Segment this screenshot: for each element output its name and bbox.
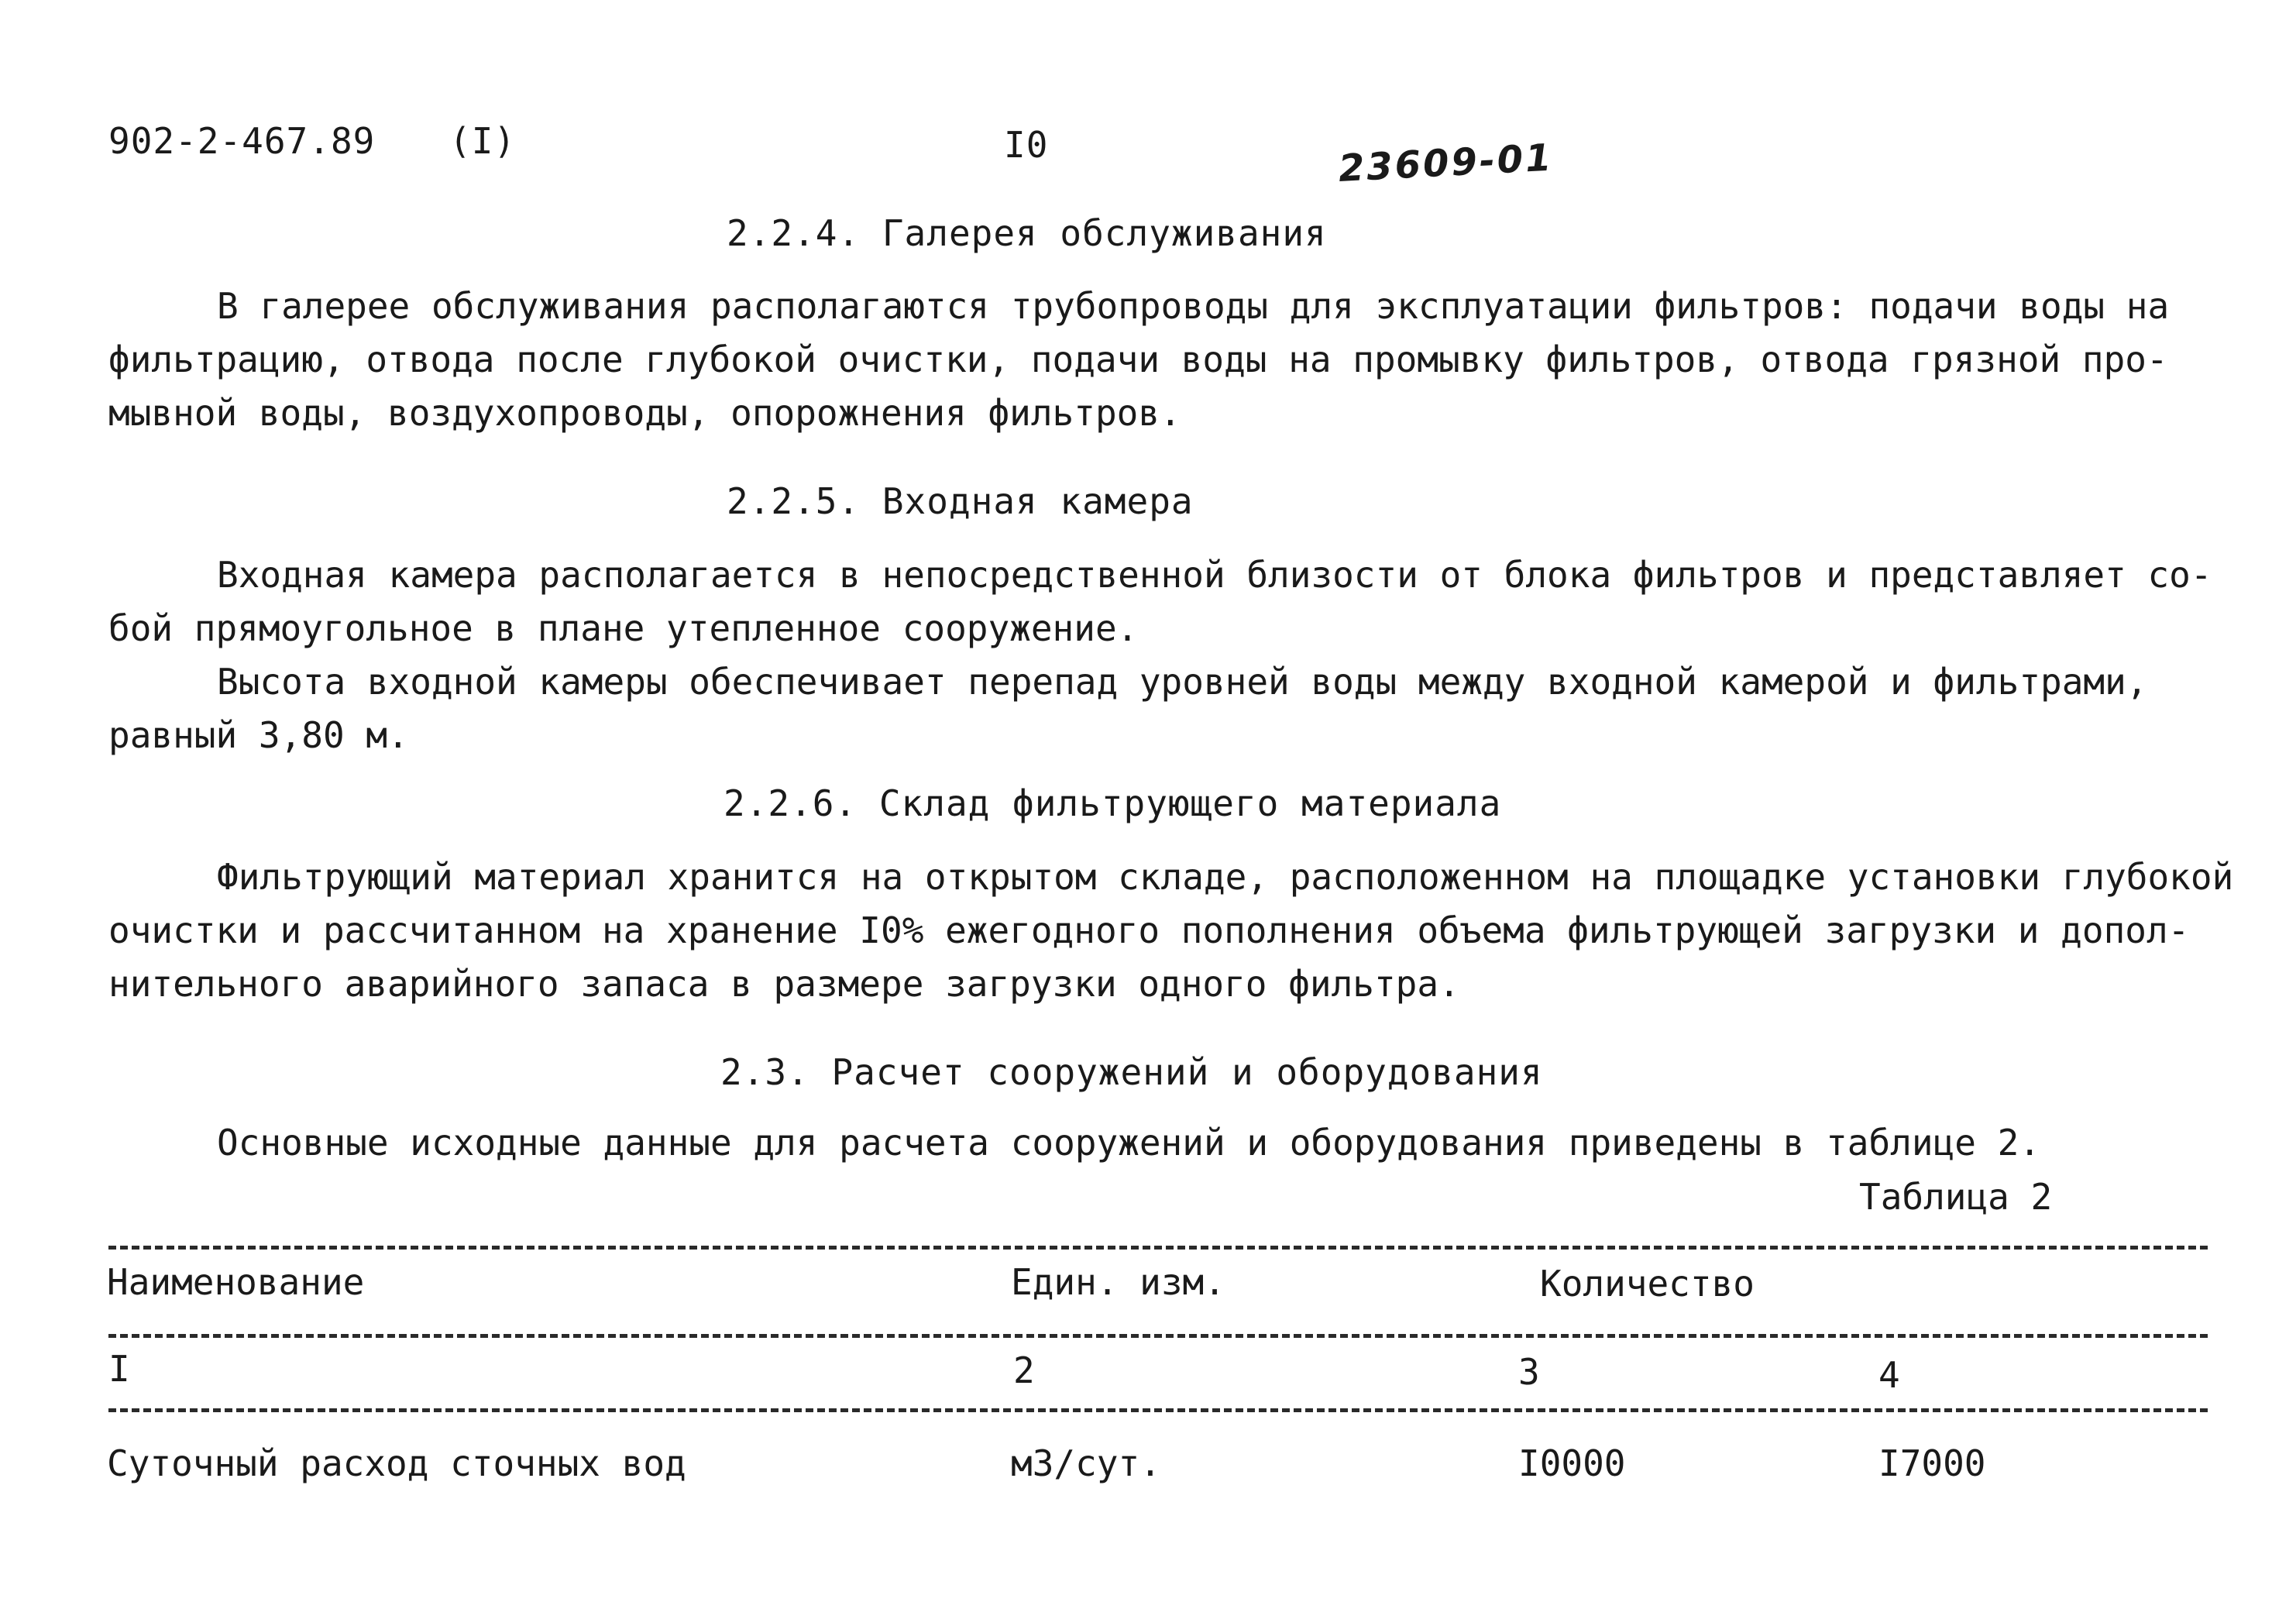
table-column-number-1: I (108, 1348, 130, 1390)
section-2-2-6-line-3: нительного аварийного запаса в размере загрузки одного фильтра. (108, 963, 1460, 1005)
table-header-name: Наименование (107, 1261, 365, 1303)
section-heading-2-3: 2.3. Расчет сооружений и оборудования (720, 1051, 1543, 1093)
doc-code: 902-2-467.89 (108, 120, 376, 162)
section-2-2-5-line-2: бой прямоугольное в плане утепленное сооружение. (108, 607, 1139, 649)
table-column-number-2: 2 (1013, 1349, 1035, 1391)
table-row-1-value-3: I0000 (1518, 1442, 1626, 1484)
section-heading-2-2-4: 2.2.4. Галерея обслуживания (727, 212, 1327, 254)
section-2-2-4-line-2: фильтрацию, отвода после глубокой очистки, подачи воды на промывку фильтров, отвода грязной про- (108, 339, 2168, 380)
section-2-2-6-line-2: очистки и рассчитанном на хранение I0% ежегодного пополнения объема фильтрующей загрузки и допол- (108, 909, 2190, 951)
section-2-2-4-line-1: В галерее обслуживания располагаются трубопроводы для эксплуатации фильтров: подачи воды на (217, 285, 2170, 327)
table-row-1-value-4: I7000 (1878, 1442, 1986, 1484)
handwritten-stamp: 23609-01 (1337, 136, 1555, 191)
section-2-2-5-line-4: равный 3,80 м. (108, 714, 409, 756)
page-number: I0 (1004, 124, 1049, 166)
section-2-2-6-line-1: Фильтрующий материал хранится на открытом складе, расположенном на площадке установки глубокой (217, 856, 2234, 898)
table-column-number-4: 4 (1878, 1354, 1900, 1396)
table-header-unit: Един. изм. (1011, 1261, 1225, 1303)
section-2-2-5-line-1: Входная камера располагается в непосредственной близости от блока фильтров и представляет со- (217, 554, 2212, 596)
table-row-1-unit: м3/сут. (1011, 1442, 1161, 1484)
section-2-2-5-line-3: Высота входной камеры обеспечивает перепад уровней воды между входной камерой и фильтрами, (217, 661, 2148, 703)
section-heading-2-2-5: 2.2.5. Входная камера (727, 480, 1194, 522)
table-column-number-3: 3 (1518, 1351, 1540, 1393)
table-row-1-name: Суточный расход сточных вод (107, 1442, 686, 1484)
table-rule-top (108, 1246, 2208, 1250)
section-2-3-line-1: Основные исходные данные для расчета сооружений и оборудования приведены в таблице 2. (217, 1122, 2041, 1164)
table-rule-header (108, 1334, 2208, 1338)
table-rule-numbers (108, 1408, 2208, 1412)
section-2-2-4-line-3: мывной воды, воздухопроводы, опорожнения фильтров. (108, 392, 1181, 434)
table-header-quantity: Количество (1540, 1263, 1755, 1305)
doc-part: (I) (449, 120, 517, 162)
table-caption: Таблица 2 (1859, 1176, 2053, 1218)
section-heading-2-2-6: 2.2.6. Склад фильтрующего материала (724, 782, 1502, 824)
